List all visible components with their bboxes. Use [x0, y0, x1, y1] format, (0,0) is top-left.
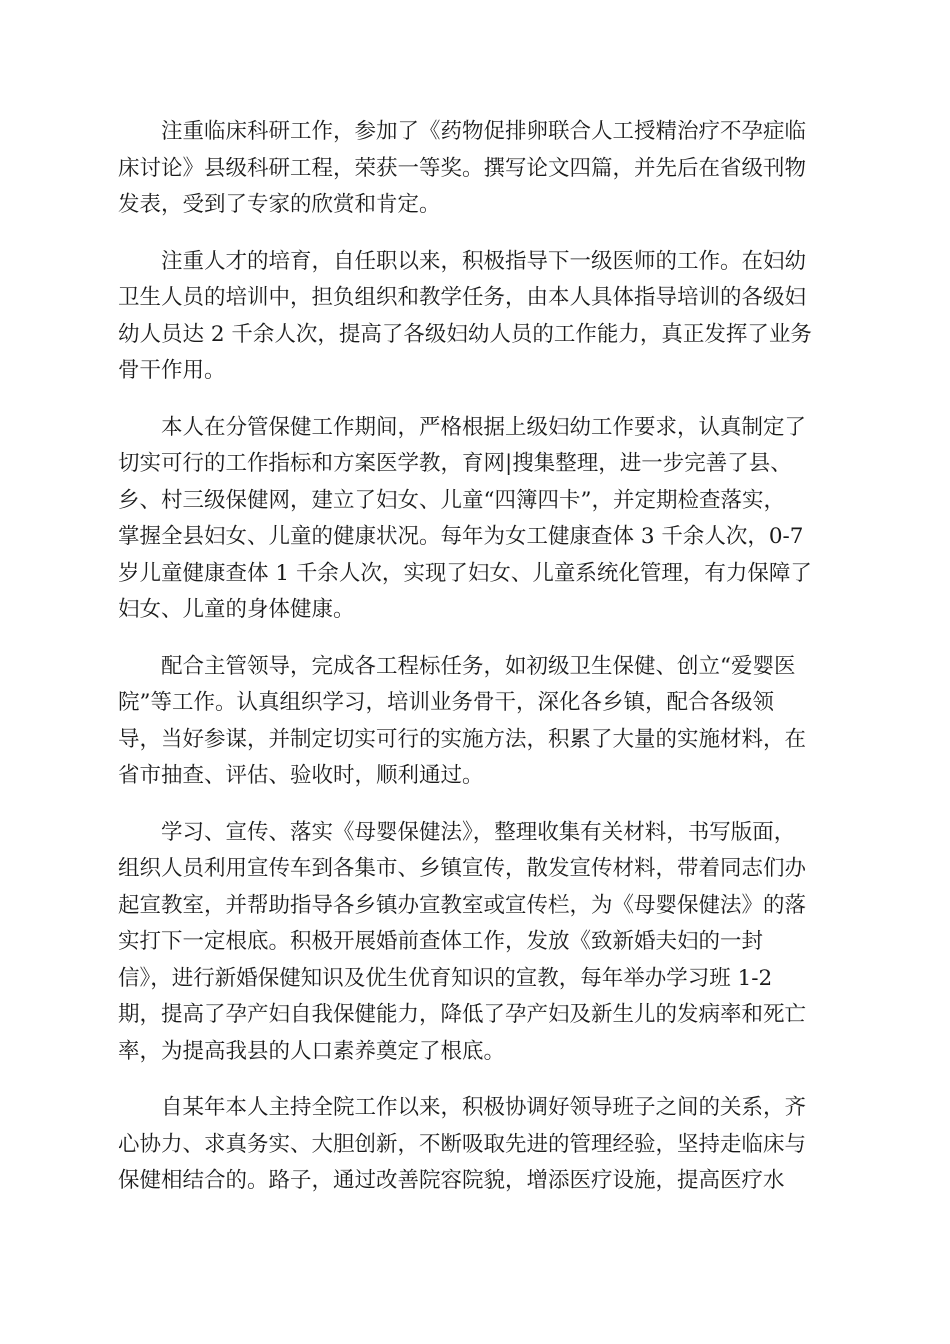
document-page — [118, 114, 834, 1220]
text-line: 掌握全县妇女、儿童的健康状况。每年为女工健康查体 3 千余人次，0-7 — [118, 524, 804, 549]
paragraph-health-care-work — [118, 410, 834, 629]
text-line: 骨干作用。 — [118, 358, 226, 383]
text-line: 实打下一定根底。积极开展婚前查体工作，发放《致新婚夫妇的一封 — [118, 929, 764, 954]
paragraph-hospital-management — [118, 1090, 834, 1200]
text-line: 床讨论》县级科研工程，荣获一等奖。撰写论文四篇，并先后在省级刊物 — [118, 155, 807, 181]
paragraph-talent-training — [118, 244, 834, 390]
text-line: 切实可行的工作指标和方案医学教，育网|搜集整理，进一步完善了县、 — [118, 451, 792, 476]
text-line: 保健相结合的。路子，通过改善院容院貌，增添医疗设施，提高医疗水 — [118, 1168, 785, 1193]
text-line: 注重人才的培育，自任职以来，积极指导下一级医师的工作。在妇幼 — [161, 248, 807, 274]
paragraph-clinical-research — [118, 114, 834, 224]
text-line: 信》，进行新婚保健知识及优生优育知识的宣教，每年举办学习班 1-2 — [118, 965, 773, 991]
text-line: 岁儿童健康查体 1 千余人次，实现了妇女、儿童系统化管理，有力保障了 — [118, 560, 812, 586]
text-line: 起宣教室，并帮助指导各乡镇办宣教室或宣传栏，为《母婴保健法》的落 — [118, 892, 807, 918]
text-line: 配合主管领导，完成各工程标任务，如初级卫生保健、创立“爱婴医 — [161, 653, 796, 679]
paragraph-cooperation — [118, 649, 834, 795]
text-line: 发表，受到了专家的欣赏和肯定。 — [118, 192, 441, 217]
text-line: 院”等工作。认真组织学习，培训业务骨干，深化各乡镇，配合各级领 — [118, 690, 774, 715]
text-line: 导，当好参谋，并制定切实可行的实施方法，积累了大量的实施材料，在 — [118, 726, 807, 752]
text-line: 幼人员达 2 千余人次，提高了各级妇幼人员的工作能力，真正发挥了业务 — [118, 321, 812, 347]
text-line: 心协力、求真务实、大胆创新，不断吸取先进的管理经验，坚持走临床与 — [118, 1131, 807, 1157]
text-line: 率，为提高我县的人口素养奠定了根底。 — [118, 1038, 506, 1064]
text-line: 省市抽查、评估、验收时，顺利通过。 — [118, 763, 484, 788]
paragraph-maternal-law — [118, 815, 834, 1071]
text-line: 妇女、儿童的身体健康。 — [118, 597, 355, 622]
text-line: 组织人员利用宣传车到各集市、乡镇宣传，散发宣传材料，带着同志们办 — [118, 856, 807, 881]
text-line: 期，提高了孕产妇自我保健能力，降低了孕产妇及新生儿的发病率和死亡 — [118, 1002, 807, 1027]
text-line: 乡、村三级保健网，建立了妇女、儿童“四簿四卡”，并定期检查落实， — [118, 487, 785, 513]
text-line: 自某年本人主持全院工作以来，积极协调好领导班子之间的关系，齐 — [161, 1095, 807, 1120]
text-line: 卫生人员的培训中，担负组织和教学任务，由本人具体指导培训的各级妇 — [118, 285, 807, 310]
text-line: 注重临床科研工作，参加了《药物促排卵联合人工授精治疗不孕症临 — [161, 119, 807, 144]
text-line: 本人在分管保健工作期间，严格根据上级妇幼工作要求，认真制定了 — [161, 414, 807, 440]
text-line: 学习、宣传、落实《母婴保健法》，整理收集有关材料，书写版面， — [161, 819, 796, 845]
